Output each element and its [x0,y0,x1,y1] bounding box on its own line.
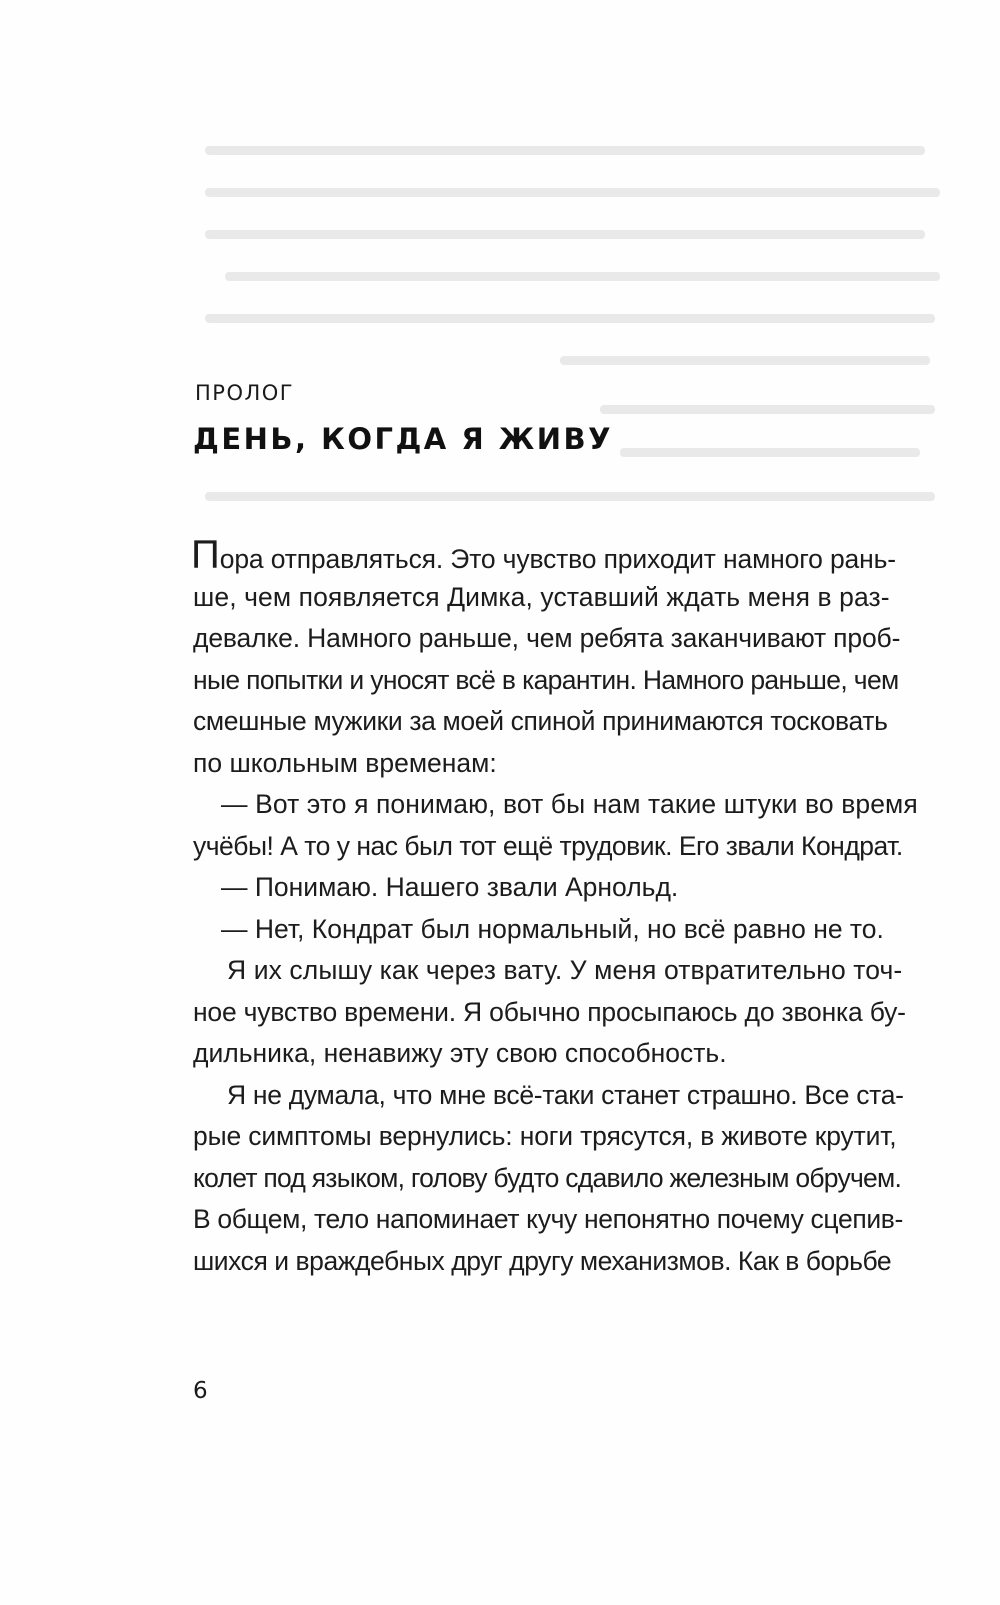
drop-cap: П [191,533,220,577]
text-line: ное чувство времени. Я обычно просыпаюсь до звонка бу- [193,996,906,1027]
text-line: по школьным временам: [193,747,497,778]
text-line: В общем, тело напоминает кучу непонятно почему сцепив- [193,1204,903,1234]
text-line: девалке. Намного раньше, чем ребята заканчивают проб- [193,623,901,653]
text-line: смешные мужики за моей спиной принимаются тосковать [193,706,888,736]
section-label: ПРОЛОГ [195,381,295,405]
text-line [191,535,973,577]
text-line: ные попытки и уносят всё в карантин. Намного раньше, чем [193,664,899,695]
text-line: — Понимаю. Нашего звали Арнольд. [221,872,679,902]
text-line: рые симптомы вернулись: ноги трясутся, в животе крутит, [193,1121,897,1151]
text-line: дильника, ненавижу эту свою способность. [193,1038,727,1068]
text-line: ше, чем появляется Димка, уставший ждать меня в раз- [193,581,890,612]
chapter-text [193,535,973,1282]
text-line: — Вот это я понимаю, вот бы нам такие штуки во время [221,789,918,819]
text-line: — Нет, Кондрат был нормальный, но всё равно не то. [221,913,884,944]
text-line: шихся и враждебных друг другу механизмов. Как в борьбе [193,1245,892,1276]
text-line-content: ора отправляться. Это чувство приходит намного рань- [219,544,896,574]
chapter-title: ДЕНЬ, КОГДА Я ЖИВУ [193,422,613,456]
text-line: Я их слышу как через вату. У меня отвратительно точ- [227,955,903,985]
page-number: 6 [193,1378,208,1404]
text-line: колет под языком, голову будто сдавило железным обручем. [193,1162,902,1193]
text-line: учёбы! А то у нас был тот ещё трудовик. Его звали Кондрат. [193,830,903,861]
text-line: Я не думала, что мне всё-таки станет страшно. Все ста- [227,1079,904,1110]
